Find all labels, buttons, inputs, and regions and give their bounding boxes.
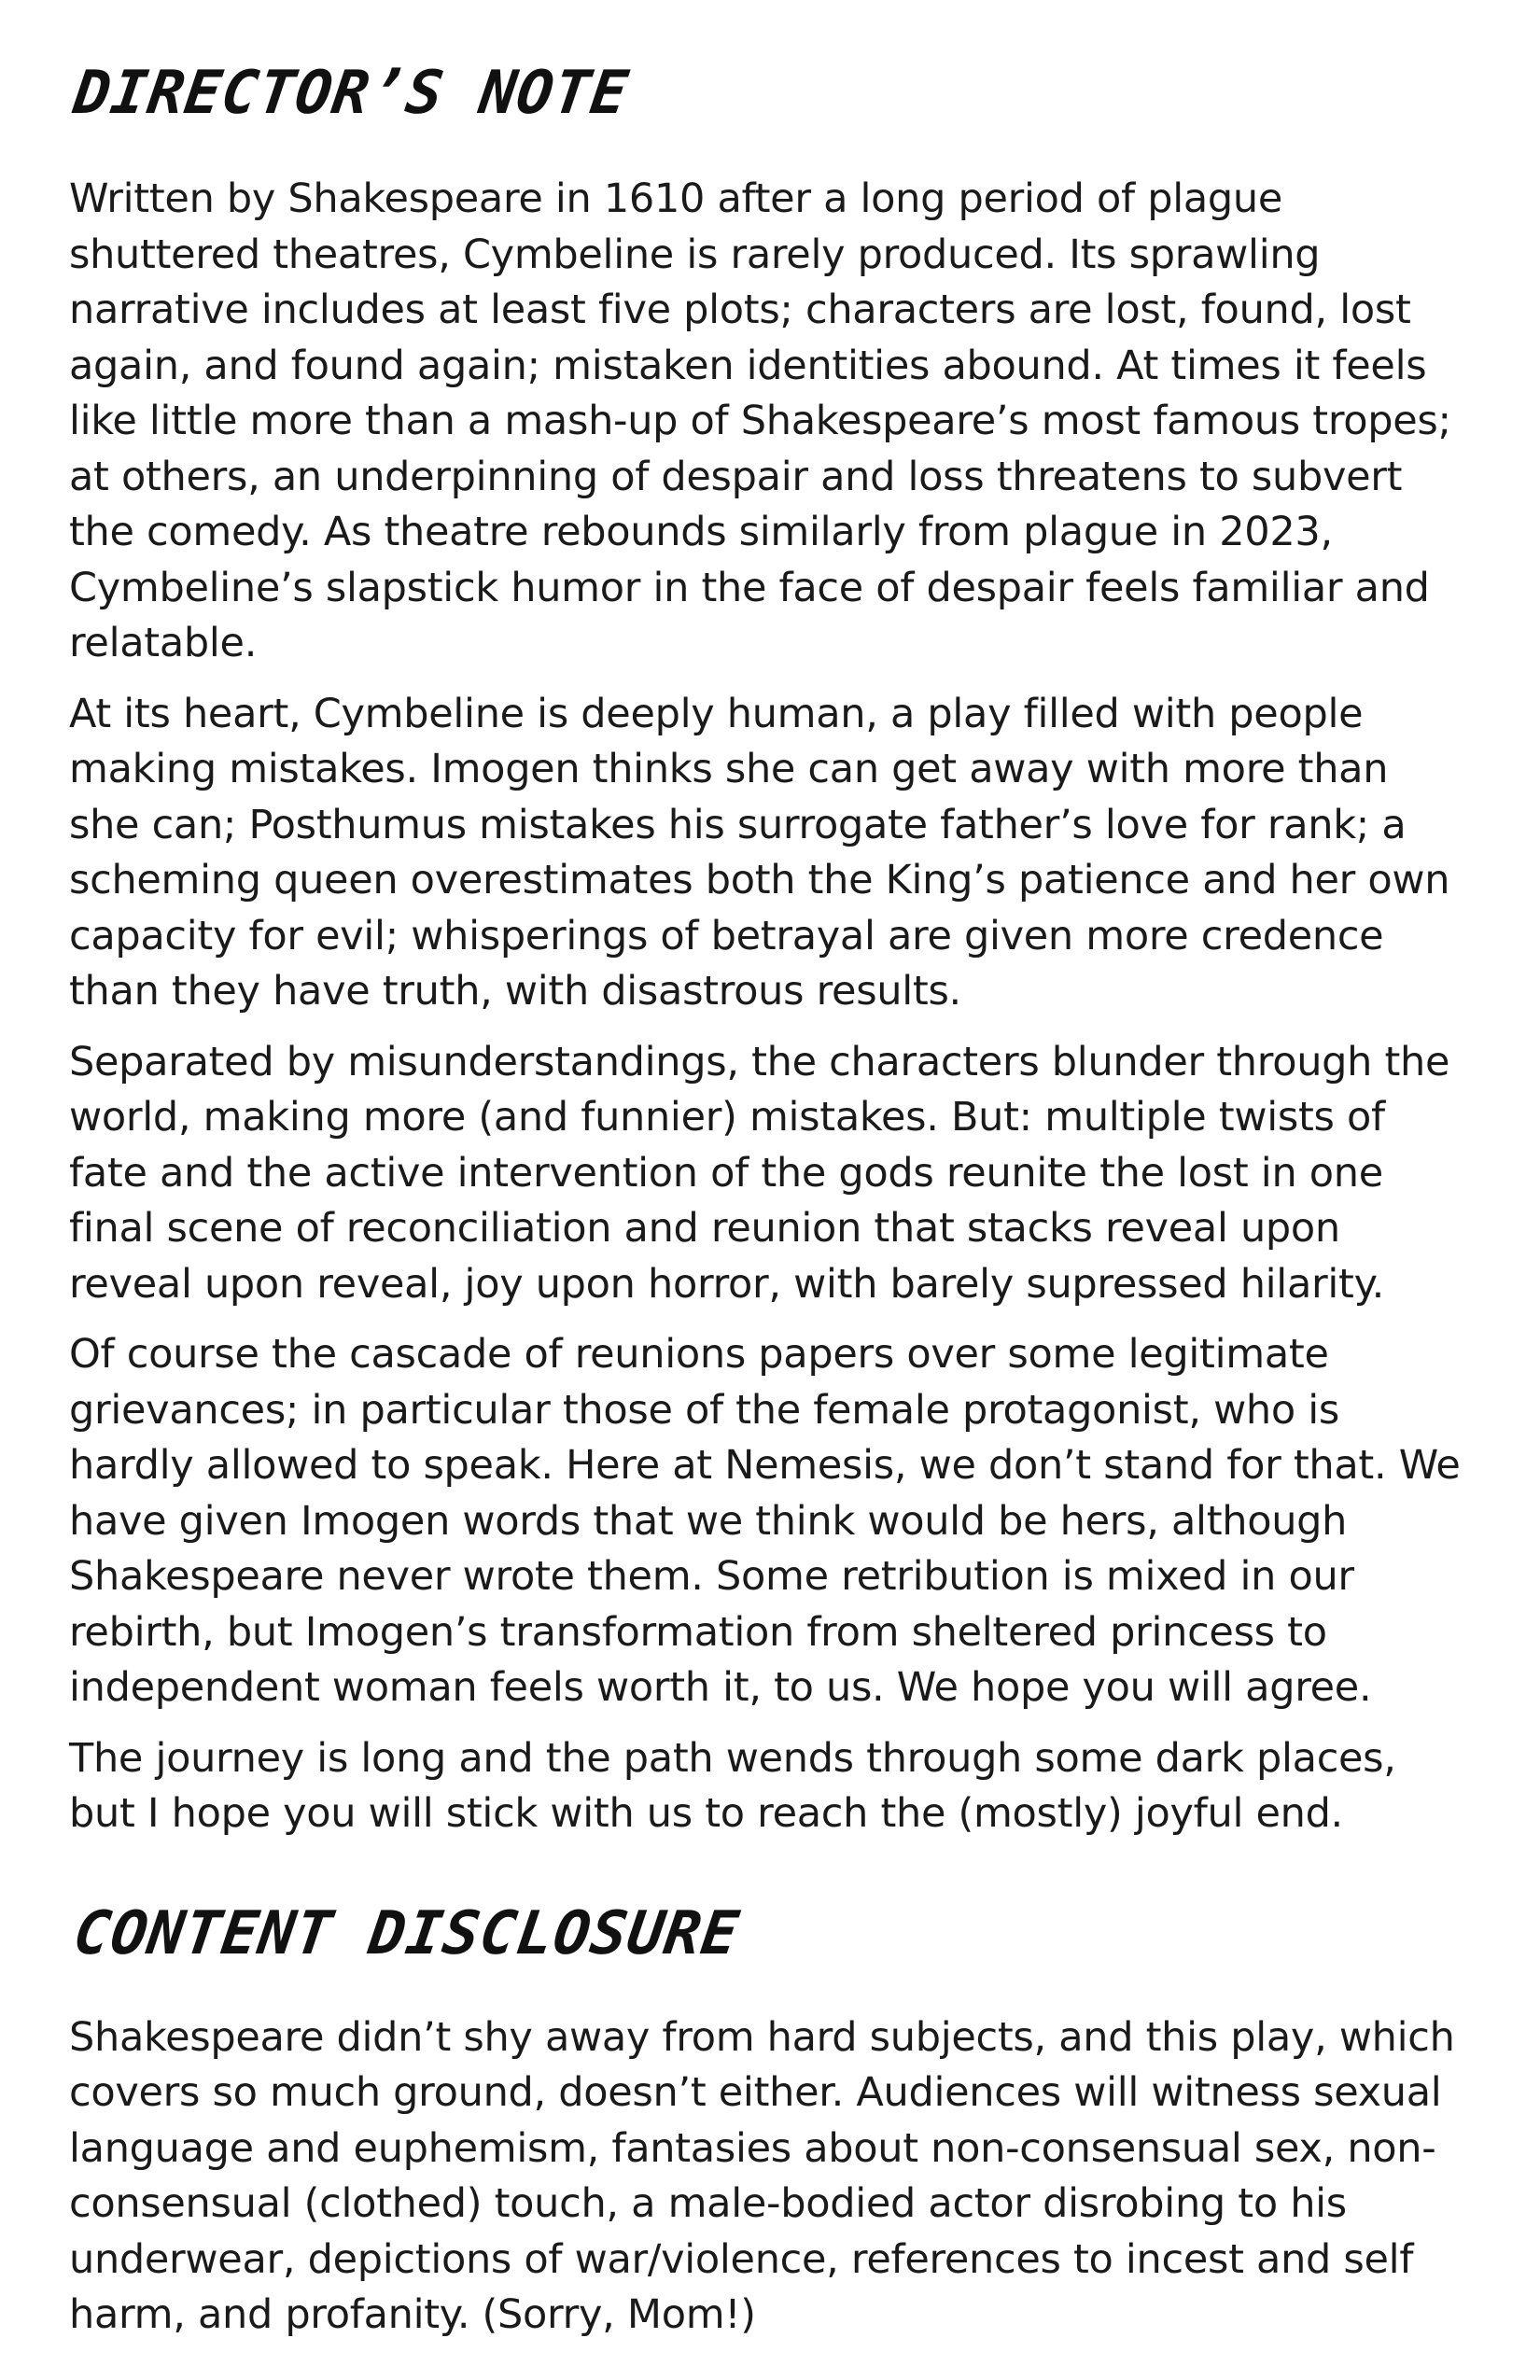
directors-note-paragraph-1: Written by Shakespeare in 1610 after a long period of plague shuttered theatres, Cymbeline is rarely produced. Its sprawling narrative includes at least five plots; characters are lost, found, lost again, and found again; mistaken identities abound. At times it feels like little more than a mash-up of Shakespeare’s most famous tropes; at others, an underpinning of despair and loss threatens to subvert the comedy. As theatre rebounds similarly from plague in 2023, Cymbeline’s slapstick humor in the face of despair feels familiar and relatable.	[69, 175, 1451, 666]
content-disclosure-section	[69, 1897, 1469, 2344]
directors-note-paragraph-4: Of course the cascade of reunions papers over some legitimate grievances; in particular those of the female protagonist, who is hardly allowed to speak. Here at Nemesis, we don’t stand for that. We have given Imogen words that we think would be hers, although Shakespeare never wrote them. Some retribution is mixed in our rebirth, but Imogen’s transformation from sheltered princess to independent woman feels worth it, to us. We hope you will agree.	[69, 1331, 1461, 1711]
directors-note-paragraph-2: At its heart, Cymbeline is deeply human, a play filled with people making mistakes. Imogen thinks she can get away with more than she can; Posthumus mistakes his surrogate father’s love for rank; a scheming queen overestimates both the King’s patience and her own capacity for evil; whisperings of betrayal are given more credence than they have truth, with disastrous results.	[69, 690, 1450, 1015]
directors-note-paragraph-3: Separated by misunderstandings, the characters blunder through the world, making more (and funnier) mistakes. But: multiple twists of fate and the active intervention of the gods reunite the lost in one final scene of reconciliation and reunion that stacks reveal upon reveal upon reveal, joy upon horror, with barely supressed hilarity.	[69, 1038, 1450, 1308]
directors-note-paragraph-5: The journey is long and the path wends through some dark places, but I hope you will stick with us to reach the (mostly) joyful end.	[69, 1734, 1396, 1837]
directors-note-heading: DIRECTOR’S NOTE	[69, 59, 633, 128]
content-disclosure-paragraph: Shakespeare didn’t shy away from hard subjects, and this play, which covers so much ground, doesn’t either. Audiences will witness sexual language and euphemism, fantasies about non-consensual sex, non-consensual (clothed) touch, a male-bodied actor disrobing to his underwear, depictions of war/violence, references to incest and self harm, and profanity. (Sorry, Mom!)	[69, 2013, 1455, 2338]
program-page	[69, 56, 1469, 2344]
directors-note-section	[69, 56, 1469, 1842]
content-disclosure-heading: CONTENT DISCLOSURE	[69, 1898, 744, 1968]
